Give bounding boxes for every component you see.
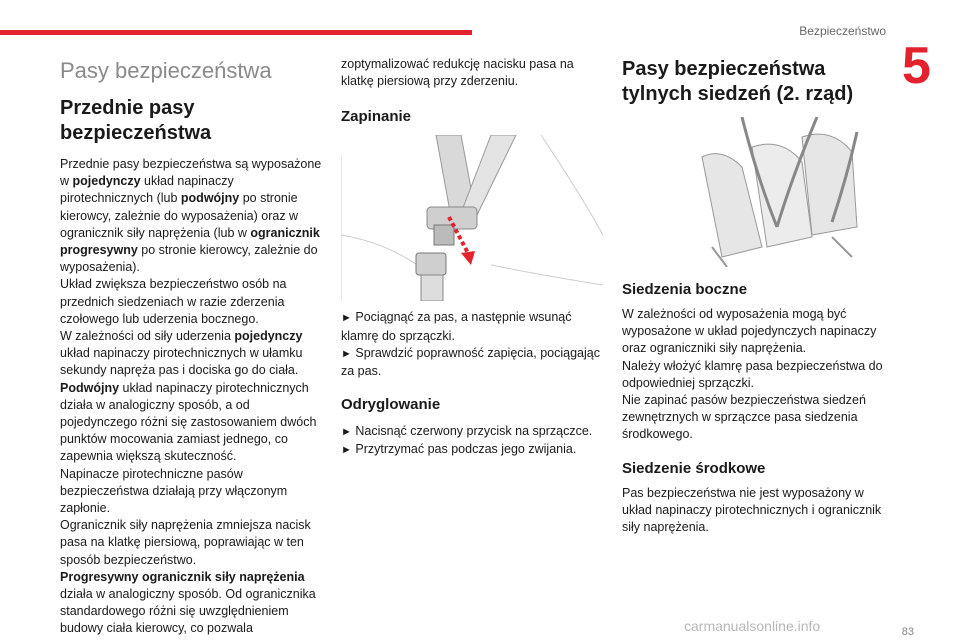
fasten-title: Zapinanie bbox=[341, 108, 412, 126]
fasten-step-1: ► Pociągnąć za pas, a następnie wsunąć klamrę do sprzączki. bbox=[341, 310, 572, 343]
front-paragraph-2: Układ zwiększa bezpieczeństwo osób na przednich siedzeniach w razie zderzenia czołowego lub uderzenia bocznego. bbox=[60, 277, 287, 326]
front-paragraph-6: Ogranicznik siły naprężenia zmniejsza nacisk pasa na klatkę piersiową, poprawiając w ten sposób bezpieczeństwo. bbox=[60, 518, 311, 567]
center-paragraph-1: Pas bezpieczeństwa nie jest wyposażony w układ napinaczy pirotechnicznych i ogranicznik siły naprężenia. bbox=[622, 485, 882, 535]
accent-bar bbox=[0, 30, 472, 35]
page-number: 83 bbox=[901, 626, 914, 638]
side-seats-title: Siedzenia boczne bbox=[622, 281, 748, 298]
center-seat-title: Siedzenie środkowe bbox=[622, 459, 766, 477]
side-paragraph-2: Należy włożyć klamrę pasa bezpieczeństwa do odpowiedniej sprzączki. bbox=[622, 358, 883, 390]
column-fastening bbox=[341, 56, 606, 460]
side-paragraph-3: Nie zapinać pasów bezpieczeństwa siedzeń zewnętrznych w sprzączce pasa siedzenia środkowego. bbox=[622, 393, 866, 442]
side-paragraph-1: W zależności od wyposażenia mogą być wyposażone w układ pojedynczych napinaczy oraz ograniczniki siły naprężenia. bbox=[622, 307, 877, 356]
page-title: Pasy bezpieczeństwa bbox=[60, 58, 272, 83]
watermark: carmanualsonline.info bbox=[684, 618, 821, 634]
front-paragraph-1: Przednie pasy bezpieczeństwa są wyposażone w pojedynczy układ napinaczy pirotechnicznych (lub podwójny po stronie kierowcy, zależnie do wyposażenia) oraz w ogranicznik siły naprężenia (lub w ogranicznik progresywny po stronie kierowcy, zależnie do wyposażenia). bbox=[60, 157, 322, 275]
unfasten-title: Odryglowanie bbox=[341, 396, 441, 414]
unfasten-step-2: ► Przytrzymać pas podczas jego zwijania. bbox=[341, 442, 577, 457]
front-paragraph-5: Napinacze pirotechniczne pasów bezpieczeństwa działają przy włączonym zapłonie. bbox=[60, 466, 288, 516]
front-belts-title: Przednie pasy bezpieczeństwa bbox=[60, 97, 212, 144]
front-paragraph-3: W zależności od siły uderzenia pojedynczy układ napinaczy pirotechnicznych w ułamku sekundy napręża pas i dociska go do ciała. bbox=[60, 329, 303, 378]
column-rear-belts bbox=[622, 57, 887, 536]
rear-belts-title: Pasy bezpieczeństwa tylnych siedzeń (2. rząd) bbox=[622, 58, 854, 105]
chapter-number: 5 bbox=[902, 37, 931, 95]
column-front-belts bbox=[60, 96, 325, 638]
continuation-text: zoptymalizować redukcję nacisku pasa na klatkę piersiową przy zderzeniu. bbox=[341, 57, 574, 89]
section-header: Bezpieczeństwo bbox=[799, 24, 886, 38]
fasten-step-2: ► Sprawdzić poprawność zapięcia, pociągając za pas. bbox=[341, 345, 600, 379]
unfasten-step-1: ► Nacisnąć czerwony przycisk na sprzączce. bbox=[341, 424, 593, 439]
buckle-illustration bbox=[341, 135, 603, 301]
front-paragraph-4: Podwójny układ napinaczy pirotechnicznych działa w analogiczny sposób, a od pojedynczego różni się zastosowaniem dwóch punktów mocowania zamiast jednego, co zapewnia większą skuteczność. bbox=[60, 380, 317, 464]
front-paragraph-7: Progresywny ogranicznik siły naprężenia działa w analogiczny sposób. Od ogranicznika standardowego różni się uwzględnieniem budowy ciała kierowcy, co pozwala bbox=[60, 569, 316, 636]
rear-seats-illustration bbox=[682, 117, 882, 267]
